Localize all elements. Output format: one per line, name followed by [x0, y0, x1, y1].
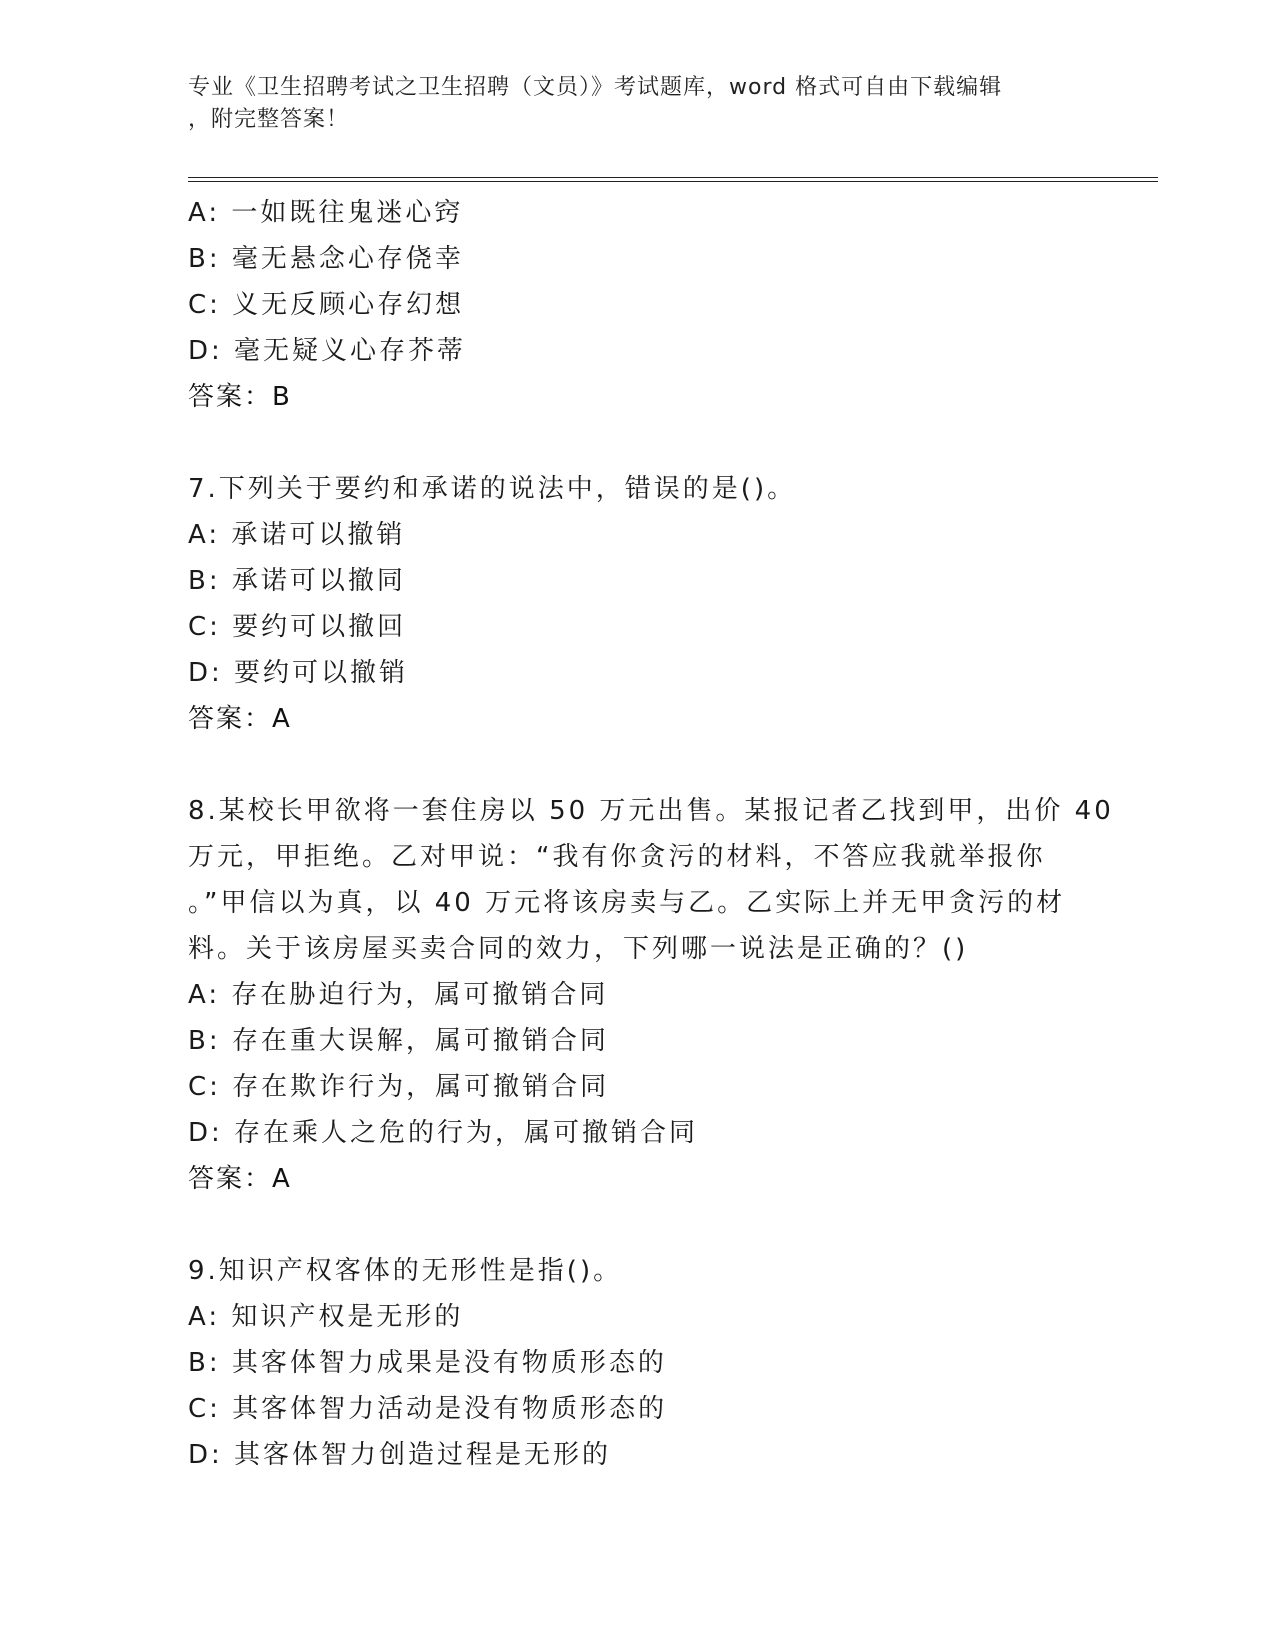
option-c: C: 其客体智力活动是没有物质形态的 — [188, 1394, 668, 1424]
option-d: D: 存在乘人之危的行为，属可撤销合同 — [188, 1118, 699, 1148]
option-d: D: 毫无疑义心存芥蒂 — [188, 336, 467, 366]
option-d: D: 要约可以撤销 — [188, 658, 409, 688]
question-text: 7.下列关于要约和承诺的说法中，错误的是()。 — [188, 474, 797, 504]
option-d: D: 其客体智力创造过程是无形的 — [188, 1440, 612, 1470]
question-text: 9.知识产权客体的无形性是指()。 — [188, 1256, 623, 1286]
answer-line: 答案：A — [188, 704, 292, 734]
spacer — [188, 742, 1088, 788]
option-a: A: 承诺可以撤销 — [188, 520, 406, 550]
header-divider-bottom — [188, 181, 1158, 182]
option-b: B: 承诺可以撤同 — [188, 566, 406, 596]
option-b: B: 其客体智力成果是没有物质形态的 — [188, 1348, 667, 1378]
question-list — [188, 190, 1114, 1478]
header-line-2: ，附完整答案！ — [188, 107, 350, 132]
answer-line: 答案：B — [188, 382, 292, 412]
question-8 — [188, 788, 1114, 1202]
question-text-line-1: 8.某校长甲欲将一套住房以 50 万元出售。某报记者乙找到甲，出价 40 — [188, 796, 1114, 826]
question-9 — [188, 1248, 1088, 1478]
document-header — [188, 72, 1088, 136]
option-b: B: 存在重大误解，属可撤销合同 — [188, 1026, 609, 1056]
option-a: A: 存在胁迫行为，属可撤销合同 — [188, 980, 609, 1010]
answer-line: 答案：A — [188, 1164, 292, 1194]
option-c: C: 义无反顾心存幻想 — [188, 290, 465, 320]
option-a: A: 知识产权是无形的 — [188, 1302, 464, 1332]
spacer — [188, 1202, 1088, 1248]
question-7 — [188, 466, 1088, 742]
question-text-line-3: 。”甲信以为真，以 40 万元将该房卖与乙。乙实际上并无甲贪污的材 — [188, 888, 1066, 918]
option-b: B: 毫无悬念心存侥幸 — [188, 244, 464, 274]
header-line-1: 专业《卫生招聘考试之卫生招聘（文员）》考试题库，word 格式可自由下载编辑 — [188, 75, 1003, 100]
option-c: C: 要约可以撤回 — [188, 612, 407, 642]
option-a: A: 一如既往鬼迷心窍 — [188, 198, 464, 228]
spacer — [188, 420, 1088, 466]
question-text-line-2: 万元，甲拒绝。乙对甲说：“我有你贪污的材料，不答应我就举报你 — [188, 842, 1046, 872]
question-text-line-4: 料。关于该房屋买卖合同的效力，下列哪一说法是正确的？() — [188, 934, 969, 964]
question-6 — [188, 190, 1088, 420]
header-divider-top — [188, 177, 1158, 178]
option-c: C: 存在欺诈行为，属可撤销合同 — [188, 1072, 610, 1102]
